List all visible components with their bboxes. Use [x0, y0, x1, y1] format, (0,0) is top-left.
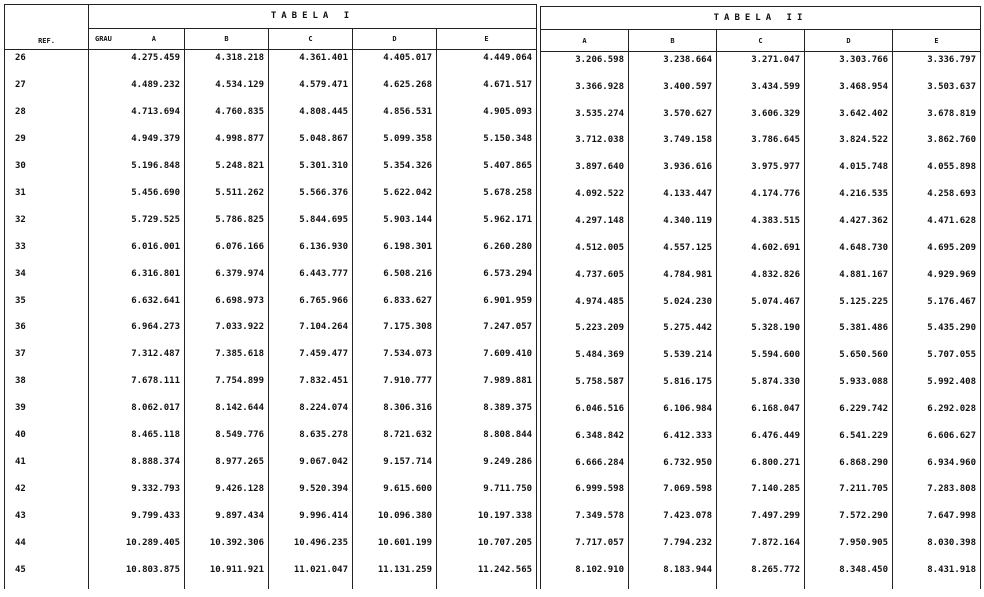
value-cell: 4.929.969 — [893, 267, 981, 294]
table-row — [5, 319, 537, 346]
value-cell: 4.297.148 — [541, 213, 629, 240]
tabela-i-title — [89, 5, 537, 29]
col-header: D — [353, 28, 437, 50]
value-cell: 7.678.111 — [89, 373, 185, 400]
value-cell: 8.306.316 — [353, 400, 437, 427]
ref-cell: 40 — [5, 427, 89, 454]
value-cell: 8.389.375 — [437, 400, 537, 427]
value-cell: 7.175.308 — [353, 319, 437, 346]
tabela-ii — [540, 6, 981, 589]
value-cell: 9.249.286 — [437, 454, 537, 481]
value-cell: 3.606.329 — [717, 106, 805, 133]
ref-cell: 33 — [5, 239, 89, 266]
col-header: D — [805, 30, 893, 51]
value-cell: 6.106.984 — [629, 401, 717, 428]
ref-cell: 41 — [5, 454, 89, 481]
value-cell: 8.348.450 — [805, 562, 893, 589]
value-cell: 5.874.330 — [717, 374, 805, 401]
value-cell: 3.897.640 — [541, 159, 629, 186]
value-cell: 3.712.038 — [541, 132, 629, 159]
value-cell: 9.615.600 — [353, 481, 437, 508]
value-cell: 4.275.459 — [89, 50, 185, 77]
table-row — [5, 158, 537, 185]
value-cell: 7.349.578 — [541, 508, 629, 535]
value-cell: 3.434.599 — [717, 79, 805, 106]
tabela-i-title-text: TABELA I — [270, 11, 355, 22]
value-cell: 7.283.808 — [893, 481, 981, 508]
value-cell: 5.176.467 — [893, 294, 981, 321]
value-cell: 5.484.369 — [541, 347, 629, 374]
value-cell: 5.074.467 — [717, 294, 805, 321]
ref-cell: 42 — [5, 481, 89, 508]
value-cell: 6.868.290 — [805, 455, 893, 482]
value-cell: 6.606.627 — [893, 428, 981, 455]
value-cell: 5.758.587 — [541, 374, 629, 401]
value-cell: 7.794.232 — [629, 535, 717, 562]
value-cell: 5.707.055 — [893, 347, 981, 374]
value-cell: 5.354.326 — [353, 158, 437, 185]
value-cell: 6.964.273 — [89, 319, 185, 346]
value-cell: 5.328.190 — [717, 320, 805, 347]
value-cell: 4.557.125 — [629, 240, 717, 267]
value-cell: 5.992.408 — [893, 374, 981, 401]
value-cell: 6.136.930 — [269, 239, 353, 266]
value-cell: 4.625.268 — [353, 77, 437, 104]
salary-table-sheet — [4, 4, 980, 589]
value-cell: 9.520.394 — [269, 481, 353, 508]
table-row — [541, 79, 981, 106]
table-row — [5, 373, 537, 400]
value-cell: 4.216.535 — [805, 186, 893, 213]
table-row — [541, 428, 981, 455]
value-cell: 4.648.730 — [805, 240, 893, 267]
value-cell: 10.289.405 — [89, 535, 185, 562]
col-header: B — [185, 28, 269, 50]
value-cell: 6.476.449 — [717, 428, 805, 455]
value-cell: 4.405.017 — [353, 50, 437, 77]
value-cell: 5.456.690 — [89, 185, 185, 212]
value-cell: 7.989.881 — [437, 373, 537, 400]
value-cell: 5.407.865 — [437, 158, 537, 185]
value-cell: 3.535.274 — [541, 106, 629, 133]
col-header: A — [541, 30, 629, 51]
value-cell: 6.833.627 — [353, 293, 437, 320]
value-cell: 4.055.898 — [893, 159, 981, 186]
value-cell: 3.570.627 — [629, 106, 717, 133]
ref-cell: 38 — [5, 373, 89, 400]
value-cell: 4.671.517 — [437, 77, 537, 104]
table-row — [5, 50, 537, 77]
value-cell: 10.392.306 — [185, 535, 269, 562]
value-cell: 5.729.525 — [89, 212, 185, 239]
ref-cell: 29 — [5, 131, 89, 158]
table-row — [541, 213, 981, 240]
value-cell: 3.468.954 — [805, 79, 893, 106]
ref-cell: 35 — [5, 293, 89, 320]
table-row — [541, 186, 981, 213]
table-row — [5, 131, 537, 158]
table-row — [541, 401, 981, 428]
value-cell: 4.174.776 — [717, 186, 805, 213]
table-row — [5, 185, 537, 212]
value-cell: 5.903.144 — [353, 212, 437, 239]
col-label: A — [151, 34, 156, 43]
value-cell: 3.824.522 — [805, 132, 893, 159]
table-row — [5, 266, 537, 293]
value-cell: 6.348.842 — [541, 428, 629, 455]
table-row — [541, 51, 981, 78]
value-cell: 5.435.290 — [893, 320, 981, 347]
value-cell: 4.258.693 — [893, 186, 981, 213]
value-cell: 4.784.981 — [629, 267, 717, 294]
value-cell: 8.142.644 — [185, 400, 269, 427]
value-cell: 6.379.974 — [185, 266, 269, 293]
value-cell: 8.102.910 — [541, 562, 629, 589]
value-cell: 5.099.358 — [353, 131, 437, 158]
value-cell: 6.765.966 — [269, 293, 353, 320]
value-cell: 4.340.119 — [629, 213, 717, 240]
value-cell: 6.999.598 — [541, 481, 629, 508]
value-cell: 7.950.905 — [805, 535, 893, 562]
value-cell: 4.318.218 — [185, 50, 269, 77]
table-row — [541, 240, 981, 267]
value-cell: 6.316.801 — [89, 266, 185, 293]
value-cell: 10.911.921 — [185, 562, 269, 589]
value-cell: 4.949.379 — [89, 131, 185, 158]
table-row — [5, 481, 537, 508]
value-cell: 9.996.414 — [269, 508, 353, 535]
col-header: E — [437, 28, 537, 50]
value-cell: 9.067.042 — [269, 454, 353, 481]
table-row — [541, 320, 981, 347]
ref-cell: 37 — [5, 346, 89, 373]
value-cell: 6.901.959 — [437, 293, 537, 320]
ref-cell: 30 — [5, 158, 89, 185]
value-cell: 6.573.294 — [437, 266, 537, 293]
table-row — [541, 535, 981, 562]
col-header: B — [629, 30, 717, 51]
value-cell: 3.749.158 — [629, 132, 717, 159]
value-cell: 3.400.597 — [629, 79, 717, 106]
value-cell: 6.800.271 — [717, 455, 805, 482]
value-cell: 5.125.225 — [805, 294, 893, 321]
value-cell: 7.717.057 — [541, 535, 629, 562]
value-cell: 10.707.205 — [437, 535, 537, 562]
value-cell: 6.076.166 — [185, 239, 269, 266]
value-cell: 10.096.380 — [353, 508, 437, 535]
value-cell: 7.104.264 — [269, 319, 353, 346]
value-cell: 4.361.401 — [269, 50, 353, 77]
value-cell: 10.601.199 — [353, 535, 437, 562]
value-cell: 7.385.618 — [185, 346, 269, 373]
value-cell: 7.872.164 — [717, 535, 805, 562]
value-cell: 6.934.960 — [893, 455, 981, 482]
value-cell: 5.566.376 — [269, 185, 353, 212]
value-cell: 7.609.410 — [437, 346, 537, 373]
value-cell: 11.242.565 — [437, 562, 537, 589]
table-row — [5, 562, 537, 589]
value-cell: 3.936.616 — [629, 159, 717, 186]
value-cell: 7.832.451 — [269, 373, 353, 400]
value-cell: 5.933.088 — [805, 374, 893, 401]
value-cell: 8.183.944 — [629, 562, 717, 589]
table-row — [541, 159, 981, 186]
value-cell: 5.301.310 — [269, 158, 353, 185]
ref-cell: 31 — [5, 185, 89, 212]
value-cell: 4.449.064 — [437, 50, 537, 77]
value-cell: 6.632.641 — [89, 293, 185, 320]
value-cell: 6.732.950 — [629, 455, 717, 482]
value-cell: 9.711.750 — [437, 481, 537, 508]
table-row — [5, 454, 537, 481]
value-cell: 9.426.128 — [185, 481, 269, 508]
value-cell: 5.048.867 — [269, 131, 353, 158]
value-cell: 5.678.258 — [437, 185, 537, 212]
value-cell: 3.975.977 — [717, 159, 805, 186]
value-cell: 6.443.777 — [269, 266, 353, 293]
tabela-ii-title — [541, 7, 981, 30]
value-cell: 4.579.471 — [269, 77, 353, 104]
table-row — [541, 455, 981, 482]
value-cell: 5.275.442 — [629, 320, 717, 347]
value-cell: 3.336.797 — [893, 51, 981, 78]
value-cell: 3.238.664 — [629, 51, 717, 78]
value-cell: 4.489.232 — [89, 77, 185, 104]
table-row — [5, 77, 537, 104]
value-cell: 4.512.005 — [541, 240, 629, 267]
value-cell: 4.881.167 — [805, 267, 893, 294]
value-cell: 5.150.348 — [437, 131, 537, 158]
table-row — [5, 104, 537, 131]
value-cell: 4.015.748 — [805, 159, 893, 186]
ref-cell: 44 — [5, 535, 89, 562]
ref-cell: 34 — [5, 266, 89, 293]
value-cell: 4.832.826 — [717, 267, 805, 294]
value-cell: 7.497.299 — [717, 508, 805, 535]
ref-header — [5, 5, 89, 50]
table-row — [5, 212, 537, 239]
value-cell: 8.721.632 — [353, 427, 437, 454]
value-cell: 7.069.598 — [629, 481, 717, 508]
table-row — [541, 508, 981, 535]
value-cell: 4.427.362 — [805, 213, 893, 240]
tabela-ii-title-text: TABELA II — [713, 13, 808, 24]
value-cell: 8.265.772 — [717, 562, 805, 589]
col-header: C — [269, 28, 353, 50]
value-cell: 11.021.047 — [269, 562, 353, 589]
value-cell: 4.133.447 — [629, 186, 717, 213]
value-cell: 4.534.129 — [185, 77, 269, 104]
value-cell: 8.062.017 — [89, 400, 185, 427]
value-cell: 10.197.338 — [437, 508, 537, 535]
value-cell: 7.247.057 — [437, 319, 537, 346]
value-cell: 5.511.262 — [185, 185, 269, 212]
value-cell: 7.140.285 — [717, 481, 805, 508]
value-cell: 8.635.278 — [269, 427, 353, 454]
value-cell: 6.541.229 — [805, 428, 893, 455]
value-cell: 3.862.760 — [893, 132, 981, 159]
value-cell: 7.572.290 — [805, 508, 893, 535]
value-cell: 6.016.001 — [89, 239, 185, 266]
table-row — [5, 535, 537, 562]
value-cell: 6.292.028 — [893, 401, 981, 428]
value-cell: 3.366.928 — [541, 79, 629, 106]
value-cell: 9.799.433 — [89, 508, 185, 535]
table-row — [541, 267, 981, 294]
value-cell: 4.760.835 — [185, 104, 269, 131]
value-cell: 5.248.821 — [185, 158, 269, 185]
value-cell: 3.206.598 — [541, 51, 629, 78]
value-cell: 6.168.047 — [717, 401, 805, 428]
value-cell: 7.647.998 — [893, 508, 981, 535]
ref-label: REF. — [38, 37, 55, 46]
table-row — [541, 132, 981, 159]
value-cell: 3.303.766 — [805, 51, 893, 78]
ref-cell: 28 — [5, 104, 89, 131]
value-cell: 8.030.398 — [893, 535, 981, 562]
value-cell: 7.423.078 — [629, 508, 717, 535]
value-cell: 4.808.445 — [269, 104, 353, 131]
value-cell: 4.471.628 — [893, 213, 981, 240]
value-cell: 4.713.694 — [89, 104, 185, 131]
col-header-grau-a — [89, 28, 185, 50]
value-cell: 7.754.899 — [185, 373, 269, 400]
value-cell: 4.695.209 — [893, 240, 981, 267]
value-cell: 4.856.531 — [353, 104, 437, 131]
value-cell: 8.977.265 — [185, 454, 269, 481]
value-cell: 5.024.230 — [629, 294, 717, 321]
value-cell: 6.666.284 — [541, 455, 629, 482]
value-cell: 5.816.175 — [629, 374, 717, 401]
value-cell: 4.998.877 — [185, 131, 269, 158]
ref-cell: 45 — [5, 562, 89, 589]
value-cell: 6.508.216 — [353, 266, 437, 293]
ref-cell: 32 — [5, 212, 89, 239]
value-cell: 5.786.825 — [185, 212, 269, 239]
table-row — [541, 562, 981, 589]
ref-cell: 36 — [5, 319, 89, 346]
value-cell: 5.650.560 — [805, 347, 893, 374]
value-cell: 10.496.235 — [269, 535, 353, 562]
table-row — [5, 400, 537, 427]
grau-label: GRAU — [95, 34, 112, 43]
value-cell: 10.803.875 — [89, 562, 185, 589]
value-cell: 6.198.301 — [353, 239, 437, 266]
col-header: C — [717, 30, 805, 51]
value-cell: 3.786.645 — [717, 132, 805, 159]
ref-cell: 26 — [5, 50, 89, 77]
value-cell: 6.046.516 — [541, 401, 629, 428]
table-row — [541, 347, 981, 374]
value-cell: 7.312.487 — [89, 346, 185, 373]
value-cell: 4.602.691 — [717, 240, 805, 267]
value-cell: 8.431.918 — [893, 562, 981, 589]
value-cell: 4.737.605 — [541, 267, 629, 294]
value-cell: 8.224.074 — [269, 400, 353, 427]
value-cell: 8.808.844 — [437, 427, 537, 454]
table-row — [5, 508, 537, 535]
table-row — [541, 374, 981, 401]
table-row — [5, 293, 537, 320]
value-cell: 7.910.777 — [353, 373, 437, 400]
table-row — [5, 427, 537, 454]
value-cell: 5.381.486 — [805, 320, 893, 347]
value-cell: 5.223.209 — [541, 320, 629, 347]
table-row — [5, 346, 537, 373]
value-cell: 3.678.819 — [893, 106, 981, 133]
value-cell: 5.844.695 — [269, 212, 353, 239]
value-cell: 6.260.280 — [437, 239, 537, 266]
value-cell: 6.698.973 — [185, 293, 269, 320]
value-cell: 5.962.171 — [437, 212, 537, 239]
value-cell: 9.157.714 — [353, 454, 437, 481]
table-row — [541, 481, 981, 508]
table-row — [541, 294, 981, 321]
ref-cell: 39 — [5, 400, 89, 427]
value-cell: 8.465.118 — [89, 427, 185, 454]
value-cell: 7.211.705 — [805, 481, 893, 508]
value-cell: 5.196.848 — [89, 158, 185, 185]
value-cell: 4.092.522 — [541, 186, 629, 213]
value-cell: 8.549.776 — [185, 427, 269, 454]
value-cell: 6.412.333 — [629, 428, 717, 455]
value-cell: 3.271.047 — [717, 51, 805, 78]
col-header: E — [893, 30, 981, 51]
value-cell: 9.897.434 — [185, 508, 269, 535]
value-cell: 7.459.477 — [269, 346, 353, 373]
value-cell: 7.033.922 — [185, 319, 269, 346]
table-row — [541, 106, 981, 133]
value-cell: 5.622.042 — [353, 185, 437, 212]
value-cell: 7.534.073 — [353, 346, 437, 373]
value-cell: 11.131.259 — [353, 562, 437, 589]
value-cell: 4.974.485 — [541, 294, 629, 321]
value-cell: 4.383.515 — [717, 213, 805, 240]
value-cell: 8.888.374 — [89, 454, 185, 481]
ref-cell: 27 — [5, 77, 89, 104]
value-cell: 5.539.214 — [629, 347, 717, 374]
table-row — [5, 239, 537, 266]
value-cell: 4.905.093 — [437, 104, 537, 131]
value-cell: 5.594.600 — [717, 347, 805, 374]
value-cell: 3.503.637 — [893, 79, 981, 106]
value-cell: 6.229.742 — [805, 401, 893, 428]
value-cell: 9.332.793 — [89, 481, 185, 508]
value-cell: 3.642.402 — [805, 106, 893, 133]
tabela-i — [4, 4, 537, 589]
ref-cell: 43 — [5, 508, 89, 535]
